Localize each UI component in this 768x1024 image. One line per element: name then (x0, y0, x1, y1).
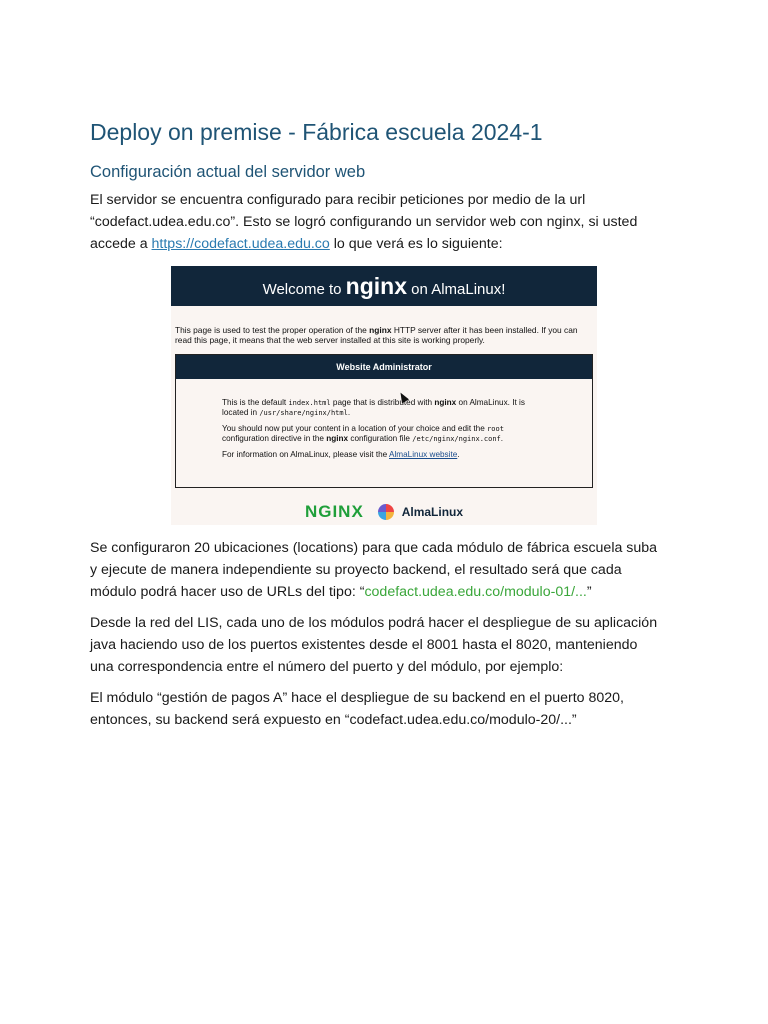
admin-l2e: configuration file (348, 434, 413, 443)
paragraph-example (90, 687, 680, 731)
section-heading: Configuración actual del servidor web (90, 163, 366, 181)
nginx-welcome-header (171, 266, 597, 306)
admin-box-text (222, 398, 552, 466)
para3-line2: java haciendo uso de los puertos existentes desde el 8001 hasta el 8020, manteniendo (90, 637, 638, 653)
admin-paragraph-3 (222, 450, 552, 460)
document-page (90, 117, 680, 731)
para4-line2: entonces, su backend será expuesto en “codefact.udea.edu.co/modulo-20/...” (90, 712, 577, 728)
nginx-logo: NGINX (304, 502, 364, 521)
admin-l3a: For information on AlmaLinux, please visit the (222, 450, 390, 459)
intro-b: nginx (369, 325, 392, 335)
admin-l2a: You should now put your content in a location of your choice and edit the (222, 424, 488, 433)
para4-line1: El módulo “gestión de pagos A” hace el despliegue de su backend en el puerto 8020, (90, 690, 624, 706)
admin-l1a: This is the default (222, 398, 289, 407)
admin-paragraph-2 (222, 424, 552, 444)
para2-line1: Se configuraron 20 ubicaciones (locations) para que cada módulo de fábrica escuela suba (90, 540, 658, 556)
para3-line3: una correspondencia entre el número del puerto y del módulo, por ejemplo: (90, 659, 564, 675)
admin-paragraph-1 (222, 398, 552, 418)
admin-l1b: index.html (288, 399, 331, 407)
admin-l1g: . (347, 408, 351, 417)
nginx-welcome-screenshot (171, 266, 597, 525)
paragraph-ports (90, 612, 680, 678)
header-suffix: on AlmaLinux! (407, 281, 506, 298)
admin-box-title: Website Administrator (176, 355, 592, 379)
admin-l2d: nginx (326, 434, 349, 443)
intro-a: This page is used to test the proper operation of the (175, 325, 370, 335)
admin-l2c: configuration directive in the (222, 434, 327, 443)
admin-l1d: nginx (434, 398, 457, 407)
para1-line1: El servidor se encuentra configurado para recibir peticiones por medio de la url (90, 192, 586, 208)
almalinux-logo-text: AlmaLinux (401, 505, 464, 519)
para3-line1: Desde la red del LIS, cada uno de los módulos podrá hacer el despliegue de su aplicación (90, 615, 658, 631)
almalinux-website-link[interactable]: AlmaLinux website (389, 450, 458, 459)
nginx-intro-text (175, 325, 595, 345)
para1-line2: “codefact.udea.edu.co”. Esto se logró configurando un servidor web con nginx, si usted (90, 214, 638, 230)
para2-line3-suffix: ” (586, 584, 592, 600)
codefact-link[interactable]: https://codefact.udea.edu.co (151, 236, 330, 252)
intro-c: HTTP server after it has been installed. If you can read this page, it means that the web server installed at this site is working properly. (175, 325, 578, 345)
page-title: Deploy on premise - Fábrica escuela 2024-1 (90, 119, 543, 145)
admin-l1e: on AlmaLinux. It is located in (222, 398, 525, 417)
para2-line2: y ejecute de manera independiente su proyecto backend, el resultado será que cada (90, 562, 622, 578)
module-url-example: codefact.udea.edu.co/modulo-01/... (364, 584, 587, 600)
paragraph-intro (90, 189, 680, 255)
para1-line3-prefix: accede a (90, 236, 152, 252)
admin-l2b: root (487, 425, 504, 433)
admin-l1c: page that is distributed with (330, 398, 435, 407)
header-prefix: Welcome to (262, 281, 346, 298)
para1-line3-suffix: lo que verá es lo siguiente: (329, 236, 503, 252)
almalinux-logo-icon (378, 504, 394, 520)
paragraph-locations (90, 537, 680, 603)
para2-line3-prefix: módulo podrá hacer uso de URLs del tipo: “ (90, 584, 365, 600)
admin-l3c: . (457, 450, 460, 459)
admin-l1f: /usr/share/nginx/html (259, 409, 348, 417)
admin-l2g: . (500, 434, 504, 443)
admin-l2f: /etc/nginx/nginx.conf (412, 435, 501, 443)
logo-row (171, 502, 597, 522)
header-brand: nginx (345, 273, 408, 299)
